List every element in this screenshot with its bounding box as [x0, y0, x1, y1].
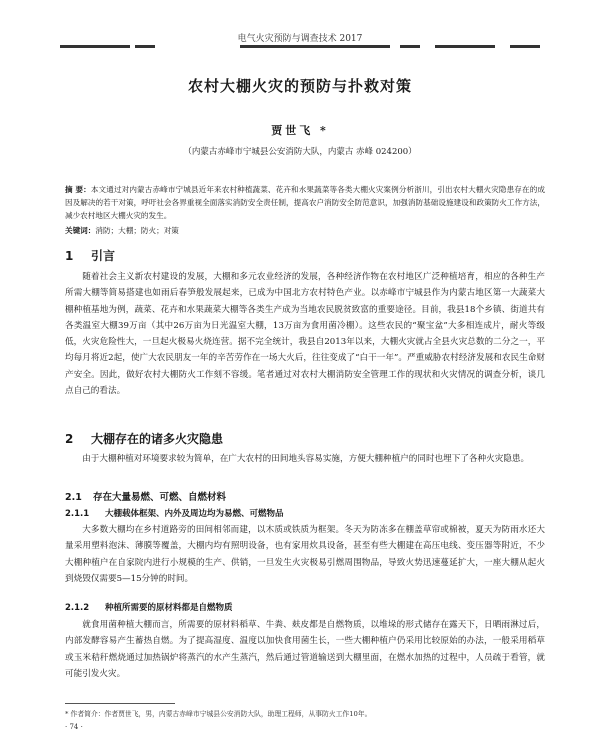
page-number: · 74 ·	[65, 723, 83, 731]
journal-title: 电气火灾预防与调查技术 2017	[237, 34, 363, 44]
header-rule	[510, 45, 540, 48]
abstract-label: 摘 要：	[65, 185, 91, 194]
header-rule	[400, 45, 420, 48]
section-heading	[65, 247, 115, 264]
subsection-number: 2.1	[65, 492, 82, 503]
subsubsection-title: 大棚载体框架、内外及周边均为易燃、可燃物品	[105, 509, 284, 519]
section-title: 引言	[91, 249, 116, 263]
section-title: 大棚存在的诸多火灾隐患	[91, 432, 224, 446]
keywords-text: 消防；大棚；防火；对策	[95, 226, 179, 235]
section-paragraph: 随着社会主义新农村建设的发展，大棚和多元农业经济的发展，各种经济作物在农村地区广泛种植培育，相应的各种生产所需大棚等简易搭建也如雨后春笋般发展起来，已成为中国北方农村特色产业。以赤峰市宁城县作为内蒙古地区第一大蔬菜大棚种植基地为例，蔬菜、花卉和水果蔬菜大棚等各类生产成为当地农民脱贫致富的重要途径。目前，我县18个乡镇、街道共有各类温室大棚39万亩（其中26万亩为日光温室大棚，13万亩为食用菌冷棚）。这些农民的“聚宝盆”大多相连成片，耐火等级低，火灾危险性大，一旦起火极易火烧连营。据不完全统计，我县自2013年以来，大棚火灾就占全县火灾总数的二分之一，平均每月将近2起，使广大农民朋友一年的辛苦劳作在一场大火后，往往变成了“白干一年”。严重威胁农村经济发展和农民生命财产安全。因此，做好农村大棚防火工作刻不容缓。笔者通过对农村大棚消防安全管理工作的现状和火灾情况的调查分析，谈几点自己的看法。	[65, 272, 545, 397]
subsubsection-heading	[65, 601, 233, 613]
section-number: 1	[65, 249, 74, 263]
subsubsection-number: 2.1.2	[65, 603, 90, 613]
paper-title: 农村大棚火灾的预防与扑救对策	[187, 77, 412, 95]
section-paragraph: 就食用菌种植大棚而言，所需要的原材料稻草、牛粪、麸皮都是自燃物质，以堆垛的形式储存在露天下，日晒雨淋过后，内部发酵容易产生蓄热自燃。为了提高湿度、温度以加快食用菌生长，一些大棚种植户仍采用比较原始的办法，一般采用稻草或玉米秸秆燃烧通过加热锅炉将蒸汽的水产生蒸汽，然后通过管道输送到大棚里面，在燃水加热的过程中，人员疏于看管，就可能引发火灾。	[65, 620, 545, 679]
abstract	[65, 183, 545, 222]
subsubsection-title: 种植所需要的原材料都是自燃物质	[105, 603, 233, 613]
section-heading	[65, 430, 223, 447]
keywords	[65, 225, 545, 236]
author: 贾世飞 *	[271, 124, 329, 137]
header-rule	[60, 45, 130, 48]
subsection-heading	[65, 489, 226, 503]
subsubsection-heading	[65, 507, 284, 519]
header-rule	[135, 45, 155, 48]
header-rule	[240, 45, 390, 48]
header-rule	[435, 45, 495, 48]
section-paragraph: 大多数大棚均在乡村道路旁的田间相邻而建，以木质或铁质为框架。冬天为防冻多在棚盖草帘或棉被，夏天为防雨水还大量采用塑料泡沫、薄膜等覆盖，大棚内均有照明设备，也有家用炊具设备，甚至有些大棚建在高压电线、变压器等附近，不少大棚种植户在自家院内进行小规模的生产、供销，一旦发生火灾极易引燃周围物品，导致火势迅速蔓延扩大，一座大棚从起火到烧毁仅需要5—15分钟的时间。	[65, 525, 545, 584]
subsection-title: 存在大量易燃、可燃、自燃材料	[93, 492, 227, 503]
page-header	[0, 0, 600, 50]
footnote: * 作者简介：作者贾世飞，男，内蒙古赤峰市宁城县公安消防大队，助理工程师，从事防火工作10年。	[65, 710, 372, 718]
keywords-label: 关键词：	[65, 226, 96, 235]
section-paragraph: 由于大棚种植对环境要求较为简单，在广大农村的田间地头容易实施，方便大棚种植户的同时也埋下了各种火灾隐患。	[82, 454, 530, 464]
abstract-text: 本文通过对内蒙古赤峰市宁城县近年来农村种植蔬菜、花卉和水果蔬菜等各类大棚火灾案例分析浙川，引出农村大棚火灾隐患存在的成因及解决的若干对策，呼吁社会各界重视全面落实消防安全责任制，提高农户消防安全防范意识，加强消防基础设施建设和政策防火工作方法，减少农村地区大棚火灾的发生。	[65, 185, 545, 220]
section-number: 2	[65, 432, 74, 446]
affiliation: （内蒙古赤峰市宁城县公安消防大队，内蒙古 赤峰 024200）	[183, 147, 417, 157]
footnote-rule	[65, 703, 175, 704]
subsubsection-number: 2.1.1	[65, 509, 90, 519]
